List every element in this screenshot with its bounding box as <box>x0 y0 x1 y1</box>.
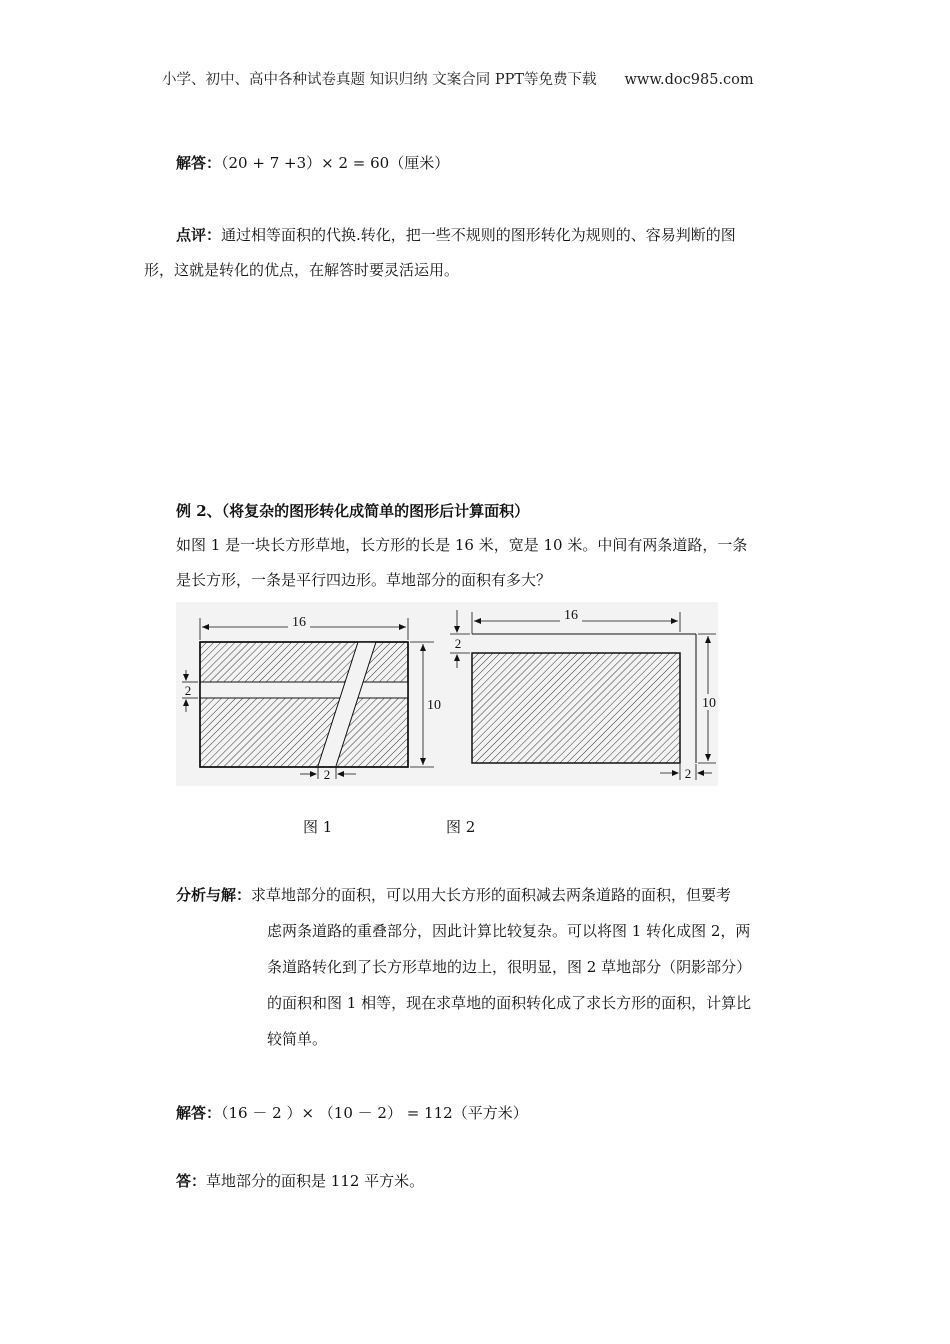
answer-2-text: （16 － 2 ）× （10 － 2） = 112（平方米） <box>221 1104 528 1122</box>
analysis-text-1: 求草地部分的面积，可以用大长方形的面积减去两条道路的面积，但要考 <box>251 886 732 904</box>
figure-2-bottom-dim: 2 <box>684 766 692 781</box>
analysis-line-3: 条道路转化到了长方形草地的边上，很明显，图 2 草地部分（阴影部分） <box>267 958 752 976</box>
figure-1-right-dim: 10 <box>427 698 441 713</box>
figure-1-left-dim: 2 <box>184 683 192 698</box>
comment-line-2: 形，这就是转化的优点，在解答时要灵活运用。 <box>144 261 460 279</box>
figure-1-top-dim: 16 <box>292 615 306 630</box>
answer-2-label: 解答： <box>176 1104 222 1122</box>
analysis-line-4: 的面积和图 1 相等，现在求草地的面积转化成了求长方形的面积，计算比 <box>267 994 752 1012</box>
figure-2-left-dim: 2 <box>454 636 462 651</box>
figure-1-caption: 图 1 <box>303 818 333 836</box>
answer-1 <box>176 146 449 180</box>
header-text: 小学、初中、高中各种试卷真题 知识归纳 文案合同 PPT等免费下载 <box>162 72 597 88</box>
example-2-title: 例 2、（将复杂的图形转化成简单的图形后计算面积） <box>176 502 530 520</box>
figure-2-caption: 图 2 <box>446 818 476 836</box>
answer-1-text: （20 + 7 +3）× 2 = 60（厘米） <box>221 154 450 172</box>
figure-2-top-dim: 16 <box>564 608 578 623</box>
answer-2 <box>176 1096 528 1130</box>
analysis-label: 分析与解： <box>176 886 252 904</box>
figure-2 <box>450 608 718 781</box>
comment-text-1: 通过相等面积的代换.转化，把一些不规则的图形转化为规则的、容易判断的图 <box>221 226 736 244</box>
comment-line-1 <box>176 218 736 252</box>
final-answer <box>176 1164 424 1198</box>
page-header <box>162 68 754 89</box>
final-answer-text: 草地部分的面积是 112 平方米。 <box>206 1172 425 1190</box>
analysis-line-5: 较简单。 <box>267 1030 328 1048</box>
final-answer-label: 答： <box>176 1172 207 1190</box>
header-url[interactable]: www.doc985.com <box>624 72 754 88</box>
figure-1-bottom-dim: 2 <box>323 767 331 782</box>
analysis-line-1 <box>176 878 731 912</box>
example-2-line-2: 是长方形，一条是平行四边形。草地部分的面积有多大？ <box>176 571 552 589</box>
example-2-line-1: 如图 1 是一块长方形草地，长方形的长是 16 米，宽是 10 米。中间有两条道路，一条 <box>176 536 748 554</box>
analysis-line-2: 虑两条道路的重叠部分，因此计算比较复杂。可以将图 1 转化成图 2，两 <box>267 922 751 940</box>
comment-label: 点评： <box>176 226 222 244</box>
figure-1 <box>182 615 444 782</box>
figures-svg <box>176 602 718 786</box>
answer-1-label: 解答： <box>176 154 222 172</box>
figure-2-right-dim: 10 <box>702 696 716 711</box>
figure-panel <box>176 602 718 786</box>
